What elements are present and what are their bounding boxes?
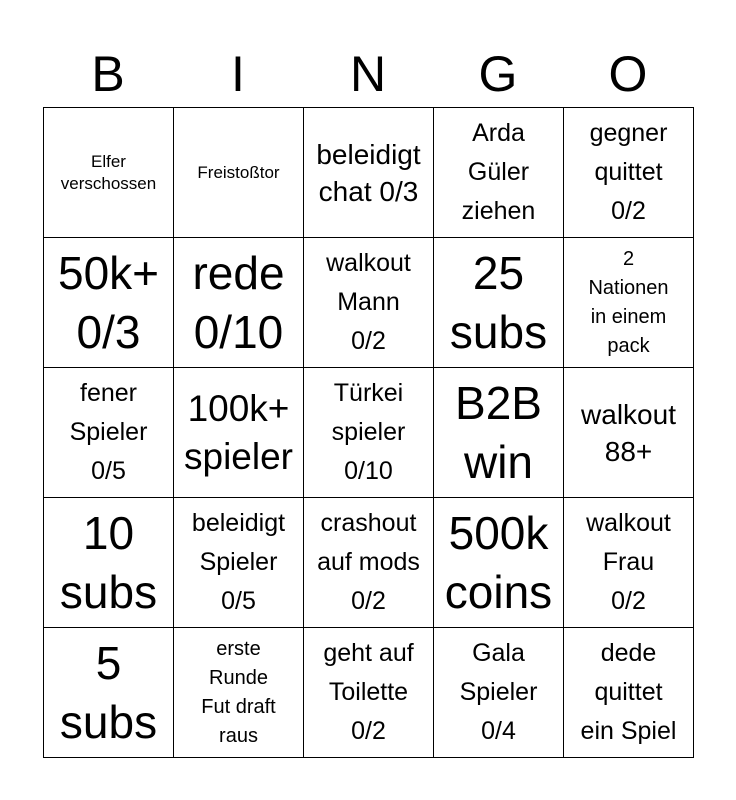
bingo-cell-text: crashout auf mods 0/2 (317, 509, 420, 615)
bingo-cell-text: 50k+ 0/3 (57, 246, 160, 358)
bingo-cell-r3-c5[interactable] (564, 368, 694, 498)
bingo-cell-text: 5 subs (59, 636, 158, 748)
bingo-cell-r2-c5[interactable] (564, 238, 694, 368)
bingo-cell-r2-c1[interactable] (44, 238, 174, 368)
bingo-grid (43, 107, 694, 758)
bingo-cell-r4-c5[interactable] (564, 498, 694, 628)
bingo-cell-text: walkout Mann 0/2 (326, 249, 411, 355)
bingo-cell-r5-c4[interactable] (434, 628, 564, 758)
bingo-cell-r3-c1[interactable] (44, 368, 174, 498)
bingo-cell-r4-c1[interactable] (44, 498, 174, 628)
bingo-cell-text: Türkei spieler 0/10 (331, 379, 406, 485)
bingo-cell-text: Elfer verschossen (60, 151, 157, 193)
bingo-cell-text: Freistoßtor (197, 162, 280, 182)
bingo-cell-r2-c3[interactable] (304, 238, 434, 368)
bingo-cell-r4-c4[interactable] (434, 498, 564, 628)
bingo-cell-text: 2 Nationen in einem pack (588, 247, 669, 357)
bingo-cell-text: 100k+ spieler (184, 387, 293, 477)
bingo-cell-r5-c5[interactable] (564, 628, 694, 758)
bingo-cell-text: rede 0/10 (192, 246, 285, 358)
bingo-cell-r5-c3[interactable] (304, 628, 434, 758)
bingo-cell-r3-c4[interactable] (434, 368, 564, 498)
bingo-cell-r5-c2[interactable] (174, 628, 304, 758)
bingo-cell-r2-c2[interactable] (174, 238, 304, 368)
bingo-cell-text: walkout Frau 0/2 (586, 509, 671, 615)
bingo-cell-r1-c5[interactable] (564, 108, 694, 238)
bingo-cell-text: Arda Güler ziehen (461, 119, 536, 225)
bingo-cell-r2-c4[interactable] (434, 238, 564, 368)
bingo-cell-text: B2B win (455, 376, 542, 488)
bingo-cell-r1-c4[interactable] (434, 108, 564, 238)
bingo-header (43, 40, 693, 108)
bingo-cell-text: fener Spieler 0/5 (69, 379, 148, 485)
bingo-cell-text: 500k coins (444, 506, 553, 618)
bingo-cell-text: beleidigt chat 0/3 (316, 138, 421, 207)
bingo-cell-r1-c2[interactable] (174, 108, 304, 238)
bingo-cell-r3-c2[interactable] (174, 368, 304, 498)
bingo-cell-text: 10 subs (59, 506, 158, 618)
header-letter-b: B (91, 46, 125, 102)
bingo-cell-r4-c2[interactable] (174, 498, 304, 628)
bingo-cell-r1-c3[interactable] (304, 108, 434, 238)
bingo-cell-text: geht auf Toilette 0/2 (323, 639, 414, 745)
bingo-cell-text: walkout 88+ (581, 398, 676, 467)
header-letter-n: N (349, 46, 387, 102)
bingo-cell-r1-c1[interactable] (44, 108, 174, 238)
header-letter-g: G (478, 46, 518, 102)
bingo-cell-text: Gala Spieler 0/4 (459, 639, 538, 745)
bingo-cell-r5-c1[interactable] (44, 628, 174, 758)
header-letter-i: I (231, 46, 245, 102)
bingo-cell-text: dede quittet ein Spiel (580, 639, 677, 745)
bingo-cell-text: erste Runde Fut draft raus (201, 637, 276, 747)
bingo-cell-r4-c3[interactable] (304, 498, 434, 628)
bingo-cell-text: 25 subs (449, 246, 548, 358)
bingo-cell-text: beleidigt Spieler 0/5 (191, 509, 286, 615)
header-letter-o: O (608, 46, 648, 102)
bingo-cell-r3-c3[interactable] (304, 368, 434, 498)
bingo-cell-text: gegner quittet 0/2 (589, 119, 668, 225)
